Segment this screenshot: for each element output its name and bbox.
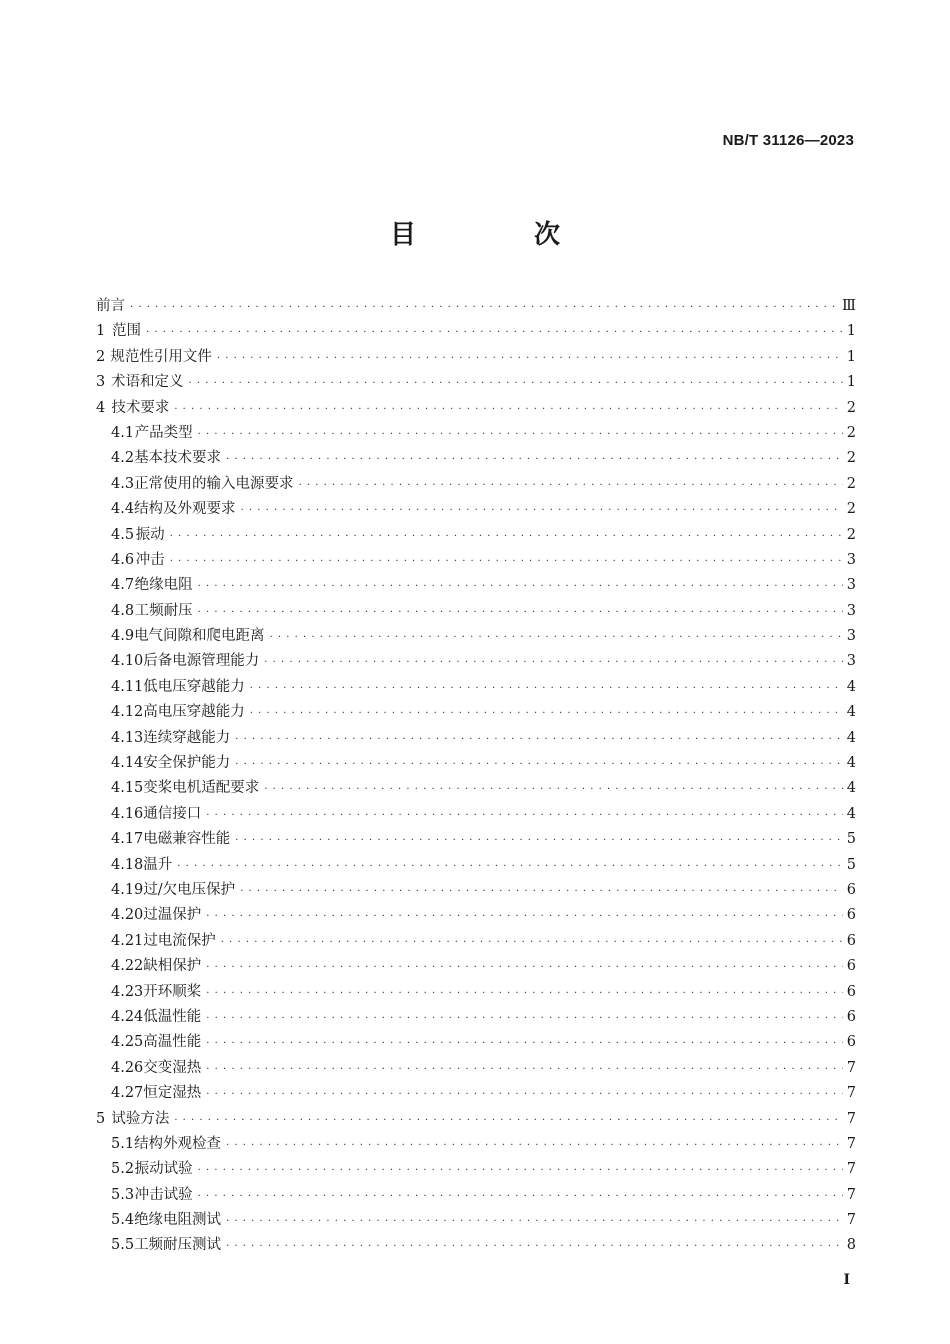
toc-entry-page: 5 bbox=[846, 831, 856, 848]
toc-entry-page: 4 bbox=[846, 780, 856, 797]
toc-entry-label: 高温性能 bbox=[143, 1034, 202, 1051]
toc-entry[interactable] bbox=[96, 624, 856, 649]
toc-entry-label: 电磁兼容性能 bbox=[143, 831, 231, 848]
toc-entry-label: 结构及外观要求 bbox=[134, 501, 236, 518]
toc-entry-label: 工频耐压 bbox=[134, 602, 193, 619]
toc-entry-label: 术语和定义 bbox=[111, 374, 184, 391]
toc-leader-dots bbox=[241, 498, 843, 523]
toc-entry-label: 前言 bbox=[96, 298, 125, 314]
toc-entry[interactable] bbox=[96, 599, 856, 624]
toc-leader-dots bbox=[198, 422, 843, 447]
toc-entry-label: 振动 bbox=[135, 526, 165, 543]
toc-entry-number: 5.5 bbox=[111, 1237, 135, 1254]
toc-entry-number: 4.20 bbox=[111, 907, 144, 924]
toc-entry-page: 3 bbox=[846, 628, 856, 645]
toc-entry-label: 后备电源管理能力 bbox=[143, 653, 260, 670]
toc-entry[interactable] bbox=[96, 1107, 856, 1132]
toc-entry-page: 2 bbox=[846, 526, 856, 543]
toc-entry-label: 连续穿越能力 bbox=[143, 729, 231, 746]
toc-entry-number: 4.7 bbox=[111, 577, 135, 594]
toc-entry[interactable] bbox=[96, 1183, 856, 1208]
toc-entry[interactable] bbox=[96, 573, 856, 598]
toc-entry-number: 4.23 bbox=[111, 983, 144, 1000]
toc-leader-dots bbox=[170, 524, 843, 549]
toc-leader-dots bbox=[250, 701, 843, 726]
toc-entry[interactable] bbox=[96, 700, 856, 725]
toc-leader-dots bbox=[206, 904, 843, 929]
toc-entry-number: 4.14 bbox=[111, 755, 144, 772]
toc-entry-page: 4 bbox=[846, 704, 856, 721]
toc-leader-dots bbox=[240, 879, 843, 904]
toc-entry-page: 3 bbox=[846, 551, 856, 568]
toc-leader-dots bbox=[299, 473, 843, 498]
toc-entry-number: 4.17 bbox=[111, 831, 144, 848]
toc-entry-label: 范围 bbox=[111, 323, 141, 340]
toc-entry[interactable] bbox=[96, 675, 856, 700]
toc-entry-number: 4.18 bbox=[111, 856, 144, 873]
toc-entry-page: 7 bbox=[846, 1135, 856, 1152]
toc-entry-number: 1 bbox=[96, 323, 106, 340]
toc-entry-number: 4.16 bbox=[111, 805, 144, 822]
toc-entry[interactable] bbox=[96, 497, 856, 522]
toc-entry[interactable] bbox=[96, 878, 856, 903]
standard-code: NB/T 31126—2023 bbox=[722, 132, 854, 149]
toc-entry[interactable] bbox=[96, 319, 856, 344]
toc-leader-dots bbox=[174, 1108, 843, 1133]
toc-entry-number: 4.24 bbox=[111, 1008, 144, 1025]
toc-entry-label: 通信接口 bbox=[143, 805, 202, 822]
toc-entry-number: 5.3 bbox=[111, 1186, 135, 1203]
toc-entry-number: 4.13 bbox=[111, 729, 144, 746]
toc-entry-label: 温升 bbox=[143, 856, 173, 873]
toc-entry-label: 技术要求 bbox=[111, 399, 170, 416]
toc-leader-dots bbox=[198, 1184, 843, 1209]
toc-entry-page: 7 bbox=[846, 1186, 856, 1203]
toc-entry-number: 4.4 bbox=[111, 501, 135, 518]
toc-entry[interactable] bbox=[96, 726, 856, 751]
toc-entry[interactable] bbox=[96, 472, 856, 497]
toc-entry[interactable] bbox=[96, 345, 856, 370]
toc-entry-number: 4.3 bbox=[111, 475, 135, 492]
toc-leader-dots bbox=[198, 574, 843, 599]
toc-entry-page: 2 bbox=[846, 399, 856, 416]
toc-entry-page: 7 bbox=[846, 1161, 856, 1178]
toc-entry[interactable] bbox=[96, 421, 856, 446]
toc-entry-number: 4.21 bbox=[111, 932, 144, 949]
toc-entry-page: 7 bbox=[846, 1059, 856, 1076]
toc-entry-label: 变桨电机适配要求 bbox=[143, 780, 260, 797]
toc-entry-page: 2 bbox=[846, 475, 856, 492]
toc-entry-label: 交变湿热 bbox=[143, 1059, 202, 1076]
toc-leader-dots bbox=[177, 854, 843, 879]
toc-leader-dots bbox=[206, 803, 843, 828]
toc-leader-dots bbox=[226, 1209, 843, 1234]
toc-leader-dots bbox=[264, 650, 843, 675]
toc-entry-number: 4.25 bbox=[111, 1034, 144, 1051]
toc-entry-label: 恒定湿热 bbox=[143, 1085, 202, 1102]
toc-entry-number: 4.12 bbox=[111, 704, 144, 721]
toc-entry-label: 结构外观检查 bbox=[134, 1135, 222, 1152]
toc-entry-number: 4.27 bbox=[111, 1085, 144, 1102]
toc-entry[interactable] bbox=[96, 1208, 856, 1233]
toc-entry-label: 开环顺桨 bbox=[143, 983, 202, 1000]
page-number: I bbox=[843, 1272, 850, 1288]
toc-leader-dots bbox=[250, 676, 843, 701]
toc-entry-label: 过电流保护 bbox=[143, 932, 216, 949]
toc-entry-label: 工频耐压测试 bbox=[134, 1237, 222, 1254]
toc-entry-label: 绝缘电阻测试 bbox=[134, 1212, 222, 1229]
toc-entry-label: 缺相保护 bbox=[143, 958, 202, 975]
toc-entry-label: 高电压穿越能力 bbox=[143, 704, 245, 721]
toc-entry-label: 基本技术要求 bbox=[134, 450, 222, 467]
toc-leader-dots bbox=[217, 346, 843, 371]
toc-entry[interactable] bbox=[96, 827, 856, 852]
toc-leader-dots bbox=[206, 1006, 843, 1031]
toc-leader-dots bbox=[206, 1057, 843, 1082]
toc-entry-number: 4.15 bbox=[111, 780, 144, 797]
toc-entry[interactable] bbox=[96, 853, 856, 878]
toc-leader-dots bbox=[206, 1082, 843, 1107]
toc-leader-dots bbox=[174, 397, 843, 422]
toc-leader-dots bbox=[235, 752, 843, 777]
toc-leader-dots bbox=[206, 1031, 843, 1056]
toc-entry-page: 2 bbox=[846, 450, 856, 467]
toc-leader-dots bbox=[221, 930, 843, 955]
toc-entry-page: 7 bbox=[846, 1085, 856, 1102]
toc-entry[interactable] bbox=[96, 294, 856, 319]
toc-entry-number: 4.10 bbox=[111, 653, 144, 670]
toc-leader-dots bbox=[146, 320, 843, 345]
toc-entry[interactable] bbox=[96, 1030, 856, 1055]
toc-entry-page: 7 bbox=[846, 1212, 856, 1229]
toc-entry-label: 过/欠电压保护 bbox=[143, 881, 236, 898]
toc-entry-label: 振动试验 bbox=[134, 1161, 193, 1178]
toc-entry-page: 6 bbox=[846, 1008, 856, 1025]
toc-leader-dots bbox=[198, 1158, 843, 1183]
toc-entry[interactable] bbox=[96, 903, 856, 928]
toc-entry-page: 6 bbox=[846, 1034, 856, 1051]
toc-entry[interactable] bbox=[96, 1233, 856, 1258]
toc-entry-number: 4.8 bbox=[111, 602, 135, 619]
toc-entry-number: 4.9 bbox=[111, 628, 135, 645]
toc-leader-dots bbox=[170, 549, 843, 574]
toc-entry-label: 产品类型 bbox=[134, 424, 193, 441]
toc-entry-label: 试验方法 bbox=[111, 1110, 170, 1127]
toc-entry[interactable] bbox=[96, 396, 856, 421]
toc-entry[interactable] bbox=[96, 1005, 856, 1030]
toc-entry-number: 4.1 bbox=[111, 424, 135, 441]
toc-entry-page: 5 bbox=[846, 856, 856, 873]
toc-entry[interactable] bbox=[96, 751, 856, 776]
toc-entry-label: 冲击试验 bbox=[134, 1186, 193, 1203]
toc-entry-page: 3 bbox=[846, 602, 856, 619]
toc-entry[interactable] bbox=[96, 929, 856, 954]
toc-entry-number: 4.22 bbox=[111, 958, 144, 975]
toc-entry[interactable] bbox=[96, 446, 856, 471]
table-of-contents bbox=[96, 294, 856, 1259]
toc-entry-page: 4 bbox=[846, 678, 856, 695]
toc-leader-dots bbox=[226, 1133, 843, 1158]
toc-entry-page: 2 bbox=[846, 424, 856, 441]
toc-entry-label: 绝缘电阻 bbox=[134, 577, 193, 594]
toc-entry-label: 规范性引用文件 bbox=[110, 348, 212, 365]
toc-entry-number: 4.5 bbox=[111, 526, 135, 543]
toc-entry-number: 5.1 bbox=[111, 1135, 135, 1152]
toc-entry-number: 4.6 bbox=[111, 551, 135, 568]
toc-entry-number: 2 bbox=[96, 348, 106, 365]
toc-entry-number: 5.2 bbox=[111, 1161, 135, 1178]
toc-entry-label: 冲击 bbox=[135, 551, 165, 568]
toc-entry[interactable] bbox=[96, 802, 856, 827]
toc-leader-dots bbox=[270, 625, 843, 650]
toc-entry-number: 5.4 bbox=[111, 1212, 135, 1229]
toc-entry-number: 4 bbox=[96, 399, 106, 416]
toc-leader-dots bbox=[206, 955, 843, 980]
toc-entry[interactable] bbox=[96, 370, 856, 395]
toc-entry[interactable] bbox=[96, 1157, 856, 1182]
toc-leader-dots bbox=[226, 1234, 843, 1259]
toc-entry-page: 8 bbox=[846, 1237, 856, 1254]
toc-leader-dots bbox=[235, 727, 843, 752]
toc-entry-page: 1 bbox=[846, 348, 856, 365]
toc-entry-label: 安全保护能力 bbox=[143, 755, 231, 772]
toc-entry-page: 3 bbox=[846, 653, 856, 670]
toc-entry-page: 6 bbox=[846, 907, 856, 924]
toc-entry-label: 正常使用的输入电源要求 bbox=[134, 475, 294, 492]
toc-entry-page: 4 bbox=[846, 729, 856, 746]
toc-entry-page: 6 bbox=[846, 881, 856, 898]
toc-entry-page: 6 bbox=[846, 958, 856, 975]
toc-entry-page: 4 bbox=[846, 805, 856, 822]
toc-entry[interactable] bbox=[96, 523, 856, 548]
toc-entry-page: 7 bbox=[846, 1110, 856, 1127]
toc-entry[interactable] bbox=[96, 1056, 856, 1081]
toc-entry-number: 3 bbox=[96, 374, 106, 391]
toc-entry-page: 2 bbox=[846, 501, 856, 518]
toc-leader-dots bbox=[264, 777, 843, 802]
toc-entry-number: 4.26 bbox=[111, 1059, 144, 1076]
toc-title: 目 次 bbox=[389, 220, 606, 250]
toc-entry-label: 过温保护 bbox=[143, 907, 202, 924]
toc-entry-page: 1 bbox=[846, 323, 856, 340]
toc-entry-number: 4.11 bbox=[111, 678, 144, 695]
toc-leader-dots bbox=[235, 828, 843, 853]
toc-entry-number: 4.19 bbox=[111, 881, 144, 898]
toc-entry-label: 低电压穿越能力 bbox=[143, 678, 245, 695]
toc-entry[interactable] bbox=[96, 1132, 856, 1157]
toc-leader-dots bbox=[206, 981, 843, 1006]
toc-entry-page: 1 bbox=[846, 374, 856, 391]
toc-entry-page: Ⅲ bbox=[842, 298, 856, 314]
toc-leader-dots bbox=[189, 371, 844, 396]
toc-entry-label: 电气间隙和爬电距离 bbox=[134, 628, 265, 645]
toc-entry[interactable] bbox=[96, 776, 856, 801]
toc-entry-page: 4 bbox=[846, 755, 856, 772]
toc-entry-page: 6 bbox=[846, 932, 856, 949]
toc-entry[interactable] bbox=[96, 980, 856, 1005]
toc-entry[interactable] bbox=[96, 548, 856, 573]
toc-entry-number: 5 bbox=[96, 1110, 106, 1127]
toc-leader-dots bbox=[198, 600, 843, 625]
toc-entry-page: 6 bbox=[846, 983, 856, 1000]
toc-entry-label: 低温性能 bbox=[143, 1008, 202, 1025]
toc-entry[interactable] bbox=[96, 1081, 856, 1106]
toc-leader-dots bbox=[226, 447, 843, 472]
toc-entry[interactable] bbox=[96, 649, 856, 674]
toc-leader-dots bbox=[130, 295, 839, 320]
toc-entry[interactable] bbox=[96, 954, 856, 979]
toc-entry-number: 4.2 bbox=[111, 450, 135, 467]
toc-entry-page: 3 bbox=[846, 577, 856, 594]
